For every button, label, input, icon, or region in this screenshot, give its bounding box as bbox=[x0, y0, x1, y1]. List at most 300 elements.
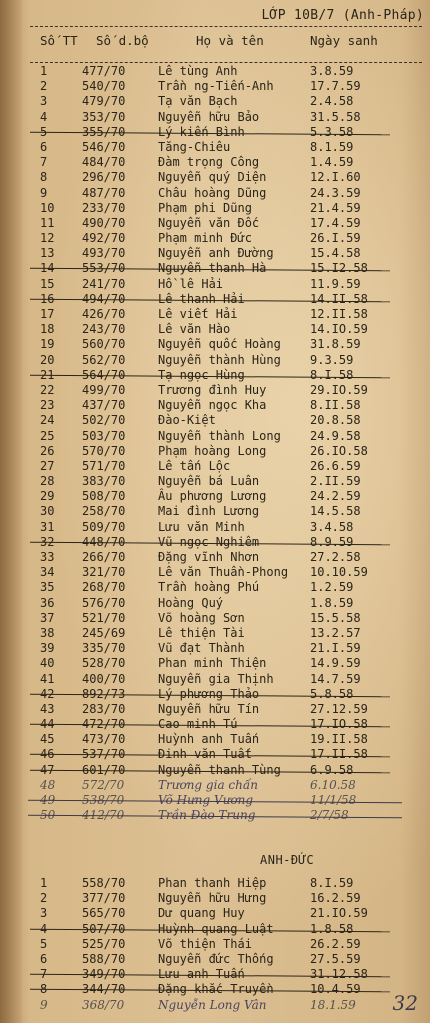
register-number: 377/70 bbox=[82, 891, 126, 906]
register-number: 509/70 bbox=[82, 519, 126, 534]
birth-date: 21.4.59 bbox=[310, 200, 361, 215]
register-number: 383/70 bbox=[82, 474, 126, 489]
student-name: Võ hoàng Sơn bbox=[158, 610, 245, 625]
row-number: 28 bbox=[40, 474, 55, 489]
student-name: Nguyễn quốc Hoàng bbox=[158, 337, 281, 352]
table-row bbox=[0, 186, 430, 201]
birth-date: 6.9.58 bbox=[310, 762, 354, 777]
birth-date: 11/1/58 bbox=[310, 793, 357, 807]
table-row bbox=[0, 876, 430, 891]
birth-date: 14.5.58 bbox=[310, 504, 361, 519]
register-number: 258/70 bbox=[82, 504, 126, 519]
row-number: 20 bbox=[40, 352, 55, 367]
row-number: 42 bbox=[40, 686, 55, 701]
table-row bbox=[0, 763, 430, 778]
student-name: Hoàng Quý bbox=[158, 595, 224, 610]
birth-date: 5.8.58 bbox=[310, 686, 354, 701]
birth-date: 24.3.59 bbox=[310, 185, 361, 200]
row-number: 8 bbox=[40, 982, 48, 997]
table-row bbox=[0, 906, 430, 921]
table-row bbox=[0, 155, 430, 170]
row-number: 27 bbox=[40, 458, 55, 473]
birth-date: 31.5.58 bbox=[310, 109, 361, 124]
row-number: 4 bbox=[40, 109, 48, 124]
row-number: 30 bbox=[40, 504, 55, 519]
birth-date: 18.1.59 bbox=[310, 997, 356, 1012]
register-number: 266/70 bbox=[82, 550, 126, 564]
table-row bbox=[0, 444, 430, 459]
row-number: 19 bbox=[40, 337, 55, 352]
register-number: 508/70 bbox=[82, 489, 126, 504]
register-number: 540/70 bbox=[82, 79, 126, 94]
table-row bbox=[0, 504, 430, 519]
birth-date: 24.9.58 bbox=[310, 428, 361, 443]
row-number: 7 bbox=[40, 155, 48, 170]
birth-date: 12.I.60 bbox=[310, 170, 361, 185]
header-bottom-rule bbox=[30, 62, 422, 63]
student-name: Nguyễn gia Thịnh bbox=[158, 671, 274, 686]
birth-date: 3.8.59 bbox=[310, 64, 354, 78]
table-row bbox=[0, 110, 430, 125]
row-number: 41 bbox=[40, 671, 55, 686]
student-name: Nguyễn anh Đường bbox=[158, 246, 274, 261]
student-name: Lê thanh Hải bbox=[158, 291, 245, 306]
register-number: 473/70 bbox=[82, 732, 126, 747]
register-number: 268/70 bbox=[82, 580, 126, 595]
birth-date: 20.8.58 bbox=[310, 413, 361, 428]
header-name: Họ và tên bbox=[196, 33, 264, 48]
table-row bbox=[0, 656, 430, 671]
row-number: 3 bbox=[40, 94, 48, 109]
row-number: 2 bbox=[40, 891, 48, 906]
student-list-anh-duc bbox=[0, 876, 430, 1013]
birth-date: 5.3.58 bbox=[310, 124, 354, 139]
row-number: 3 bbox=[40, 906, 48, 921]
table-row bbox=[0, 413, 430, 428]
register-number: 437/70 bbox=[82, 398, 126, 413]
table-row bbox=[0, 398, 430, 413]
student-name: Nguyễn thanh Hà bbox=[158, 261, 267, 276]
register-number: 588/70 bbox=[82, 951, 126, 966]
row-number: 6 bbox=[40, 951, 48, 966]
student-name: Phan minh Thiện bbox=[158, 656, 267, 671]
student-name: Vũ đạt Thành bbox=[158, 641, 245, 656]
row-number: 16 bbox=[40, 291, 55, 306]
row-number: 26 bbox=[40, 443, 55, 458]
student-name: Lê thiện Tài bbox=[158, 625, 245, 640]
table-row bbox=[0, 641, 430, 656]
table-row bbox=[0, 891, 430, 906]
register-number: 355/70 bbox=[82, 124, 126, 139]
header-stt: Số TT bbox=[40, 33, 78, 48]
table-row bbox=[0, 474, 430, 489]
register-number: 528/70 bbox=[82, 656, 126, 671]
student-name: Phan thanh Hiệp bbox=[158, 876, 267, 890]
birth-date: 14.9.59 bbox=[310, 656, 361, 671]
register-number: 490/70 bbox=[82, 215, 126, 230]
register-number: 283/70 bbox=[82, 701, 126, 716]
birth-date: 8.II.58 bbox=[310, 398, 361, 413]
student-name: Mai đình Lương bbox=[158, 504, 260, 519]
birth-date: 8.1.59 bbox=[310, 139, 354, 154]
student-name: Phạm phi Dũng bbox=[158, 200, 252, 215]
table-row bbox=[0, 125, 430, 140]
birth-date: 15.4.58 bbox=[310, 246, 361, 261]
table-header bbox=[0, 33, 430, 57]
birth-date: 16.2.59 bbox=[310, 891, 361, 906]
row-number: 43 bbox=[40, 701, 55, 716]
student-name: Nguyễn ngọc Kha bbox=[158, 398, 267, 413]
register-number: 892/73 bbox=[82, 686, 126, 701]
table-row bbox=[0, 778, 430, 793]
table-row bbox=[0, 952, 430, 967]
register-number: 499/70 bbox=[82, 382, 126, 397]
table-row bbox=[0, 937, 430, 952]
register-number: 487/70 bbox=[82, 185, 126, 200]
student-name: Lê tùng Anh bbox=[158, 64, 238, 78]
birth-date: 14.II.58 bbox=[310, 291, 368, 306]
student-name: Lê tấn Lộc bbox=[158, 458, 231, 473]
student-name: Lý phương Thảo bbox=[158, 686, 260, 701]
header-sdb: Số d.bộ bbox=[96, 33, 149, 48]
row-number: 22 bbox=[40, 382, 55, 397]
table-row bbox=[0, 246, 430, 261]
student-name: Trần hoàng Phú bbox=[158, 580, 260, 595]
student-name: Huỳnh quang Luật bbox=[158, 921, 274, 936]
table-row bbox=[0, 982, 430, 997]
birth-date: 27.2.58 bbox=[310, 550, 361, 564]
student-name: Lê văn Thuần-Phong bbox=[158, 565, 289, 580]
row-number: 1 bbox=[40, 876, 48, 890]
birth-date: 13.2.57 bbox=[310, 625, 361, 640]
student-name: Cao minh Tú bbox=[158, 717, 238, 732]
birth-date: 27.12.59 bbox=[310, 701, 368, 716]
register-number: 571/70 bbox=[82, 458, 126, 473]
row-number: 24 bbox=[40, 413, 55, 428]
register-number: 477/70 bbox=[82, 64, 126, 78]
section-title: ANH-ĐỨC bbox=[260, 853, 315, 867]
register-number: 546/70 bbox=[82, 139, 126, 154]
student-name: Trần Đào Trung bbox=[158, 808, 256, 823]
register-number: 243/70 bbox=[82, 322, 126, 337]
student-name: Trần ng-Tiến-Anh bbox=[158, 79, 274, 94]
register-number: 572/70 bbox=[82, 777, 125, 792]
row-number: 50 bbox=[40, 808, 56, 823]
birth-date: 12.II.58 bbox=[310, 307, 368, 321]
table-row bbox=[0, 277, 430, 292]
birth-date: 2.4.58 bbox=[310, 94, 354, 109]
row-number: 4 bbox=[40, 921, 48, 936]
register-number: 241/70 bbox=[82, 276, 126, 291]
table-row bbox=[0, 672, 430, 687]
student-name: Đặng khắc Truyền bbox=[158, 982, 274, 997]
student-name: Hồ lê Hải bbox=[158, 276, 224, 291]
student-name: Đinh văn Tuất bbox=[158, 747, 252, 762]
register-number: 472/70 bbox=[82, 717, 126, 732]
student-name: Đặng vĩnh Nhơn bbox=[158, 550, 260, 564]
row-number: 11 bbox=[40, 215, 55, 230]
table-row bbox=[0, 489, 430, 504]
register-number: 492/70 bbox=[82, 231, 126, 246]
table-row bbox=[0, 94, 430, 109]
student-name: Nguyễn văn Đốc bbox=[158, 215, 260, 230]
page-number: 32 bbox=[392, 991, 418, 1015]
table-row bbox=[0, 717, 430, 732]
student-name: Võ Hưng Vương bbox=[158, 793, 254, 807]
row-number: 44 bbox=[40, 717, 55, 732]
student-name: Nguyễn quý Diện bbox=[158, 170, 267, 185]
register-number: 565/70 bbox=[82, 906, 126, 921]
register-number: 233/70 bbox=[82, 200, 126, 215]
table-row bbox=[0, 79, 430, 94]
register-number: 344/70 bbox=[82, 982, 126, 997]
table-row bbox=[0, 322, 430, 337]
register-number: 479/70 bbox=[82, 94, 126, 109]
birth-date: 2/7/58 bbox=[310, 808, 349, 823]
row-number: 6 bbox=[40, 139, 48, 154]
row-number: 46 bbox=[40, 747, 55, 762]
student-name: Nguyễn hữu Tín bbox=[158, 701, 260, 716]
register-number: 321/70 bbox=[82, 565, 126, 580]
row-number: 47 bbox=[40, 762, 55, 777]
table-row bbox=[0, 337, 430, 352]
table-row bbox=[0, 967, 430, 982]
student-name: Châu hoàng Dũng bbox=[158, 185, 267, 200]
student-name: Nguyễn Long Vân bbox=[158, 997, 267, 1012]
register-number: 493/70 bbox=[82, 246, 126, 261]
birth-date: 19.II.58 bbox=[310, 732, 368, 747]
row-number: 40 bbox=[40, 656, 55, 671]
register-number: 507/70 bbox=[82, 921, 126, 936]
birth-date: 1.2.59 bbox=[310, 580, 354, 595]
register-number: 562/70 bbox=[82, 352, 126, 367]
birth-date: 17.IO.58 bbox=[310, 717, 368, 732]
table-row bbox=[0, 687, 430, 702]
register-number: 503/70 bbox=[82, 428, 126, 443]
birth-date: 21.I.59 bbox=[310, 641, 361, 656]
birth-date: 1.4.59 bbox=[310, 155, 354, 170]
row-number: 49 bbox=[40, 793, 56, 807]
register-number: 537/70 bbox=[82, 747, 126, 762]
student-name: Nguyễn bá Luân bbox=[158, 474, 260, 489]
birth-date: 14.7.59 bbox=[310, 671, 361, 686]
student-name: Tạ ngọc Hùng bbox=[158, 367, 245, 382]
table-row bbox=[0, 535, 430, 550]
table-row bbox=[0, 64, 430, 79]
birth-date: 1.8.58 bbox=[310, 921, 354, 936]
register-number: 560/70 bbox=[82, 337, 126, 352]
table-row bbox=[0, 626, 430, 641]
register-number: 525/70 bbox=[82, 936, 126, 951]
student-name: Phạm hoàng Long bbox=[158, 443, 267, 458]
table-row bbox=[0, 922, 430, 937]
table-row bbox=[0, 565, 430, 580]
row-number: 9 bbox=[40, 997, 48, 1012]
register-number: 412/70 bbox=[82, 808, 125, 823]
birth-date: 26.6.59 bbox=[310, 458, 361, 473]
birth-date: 31.12.58 bbox=[310, 967, 368, 982]
register-number: 553/70 bbox=[82, 261, 126, 276]
row-number: 9 bbox=[40, 185, 48, 200]
table-row bbox=[0, 261, 430, 276]
table-row bbox=[0, 353, 430, 368]
row-number: 14 bbox=[40, 261, 55, 276]
student-name: Âu phương Lương bbox=[158, 489, 267, 504]
row-number: 1 bbox=[40, 64, 48, 78]
birth-date: 14.IO.59 bbox=[310, 322, 368, 337]
register-number: 335/70 bbox=[82, 641, 126, 656]
row-number: 21 bbox=[40, 367, 55, 382]
row-number: 23 bbox=[40, 398, 55, 413]
row-number: 5 bbox=[40, 124, 48, 139]
birth-date: 3.4.58 bbox=[310, 519, 354, 534]
student-name: Đào-Kiệt bbox=[158, 413, 216, 428]
row-number: 39 bbox=[40, 641, 55, 656]
row-number: 5 bbox=[40, 936, 48, 951]
register-number: 484/70 bbox=[82, 155, 126, 170]
table-row bbox=[0, 459, 430, 474]
student-name: Lưu văn Minh bbox=[158, 519, 245, 534]
register-number: 448/70 bbox=[82, 534, 126, 549]
row-number: 13 bbox=[40, 246, 55, 261]
birth-date: 8.I.58 bbox=[310, 367, 354, 382]
birth-date: 11.9.59 bbox=[310, 276, 361, 291]
table-row bbox=[0, 216, 430, 231]
birth-date: 8.9.59 bbox=[310, 534, 354, 549]
table-row bbox=[0, 596, 430, 611]
student-name: Phạm minh Đức bbox=[158, 231, 252, 246]
student-name: Trương đình Huy bbox=[158, 382, 267, 397]
student-name: Huỳnh anh Tuấn bbox=[158, 732, 260, 747]
birth-date: 17.7.59 bbox=[310, 79, 361, 94]
row-number: 17 bbox=[40, 307, 55, 321]
row-number: 45 bbox=[40, 732, 55, 747]
class-title: LỚP 10B/7 (Anh-Pháp) bbox=[261, 8, 424, 23]
row-number: 7 bbox=[40, 967, 48, 982]
student-name: Tạ văn Bạch bbox=[158, 94, 238, 109]
header-dob: Ngày sanh bbox=[310, 33, 378, 48]
register-number: 502/70 bbox=[82, 413, 126, 428]
student-name: Nguyễn thanh Tùng bbox=[158, 762, 281, 777]
birth-date: 10.10.59 bbox=[310, 565, 368, 580]
table-row bbox=[0, 520, 430, 535]
table-row bbox=[0, 292, 430, 307]
student-name: Lưu anh Tuấn bbox=[158, 967, 245, 982]
birth-date: 6.10.58 bbox=[310, 777, 356, 792]
table-row bbox=[0, 793, 430, 808]
table-row bbox=[0, 998, 430, 1013]
birth-date: 1.8.59 bbox=[310, 595, 354, 610]
register-number: 576/70 bbox=[82, 595, 126, 610]
birth-date: 31.8.59 bbox=[310, 337, 361, 352]
register-number: 349/70 bbox=[82, 967, 126, 982]
register-number: 494/70 bbox=[82, 291, 126, 306]
student-name: Nguyễn thành Long bbox=[158, 428, 281, 443]
table-row bbox=[0, 611, 430, 626]
table-row bbox=[0, 140, 430, 155]
row-number: 34 bbox=[40, 565, 55, 580]
birth-date: 9.3.59 bbox=[310, 352, 354, 367]
register-number: 296/70 bbox=[82, 170, 126, 185]
row-number: 38 bbox=[40, 625, 55, 640]
register-number: 521/70 bbox=[82, 610, 126, 625]
row-number: 29 bbox=[40, 489, 55, 504]
register-number: 245/69 bbox=[82, 625, 126, 640]
row-number: 35 bbox=[40, 580, 55, 595]
table-row bbox=[0, 747, 430, 762]
row-number: 36 bbox=[40, 595, 55, 610]
birth-date: 21.IO.59 bbox=[310, 906, 368, 921]
row-number: 18 bbox=[40, 322, 55, 337]
header-top-rule bbox=[30, 26, 422, 27]
row-number: 31 bbox=[40, 519, 55, 534]
row-number: 12 bbox=[40, 231, 55, 246]
register-number: 601/70 bbox=[82, 762, 126, 777]
student-name: Tăng-Chiêu bbox=[158, 139, 231, 154]
table-row bbox=[0, 368, 430, 383]
birth-date: 8.I.59 bbox=[310, 876, 354, 890]
table-row bbox=[0, 307, 430, 322]
student-name: Lê văn Hào bbox=[158, 322, 231, 337]
table-row bbox=[0, 550, 430, 565]
row-number: 32 bbox=[40, 534, 55, 549]
table-row bbox=[0, 383, 430, 398]
register-number: 400/70 bbox=[82, 671, 126, 686]
row-number: 48 bbox=[40, 777, 56, 792]
student-name: Nguyễn thành Hùng bbox=[158, 352, 281, 367]
birth-date: 27.5.59 bbox=[310, 951, 361, 966]
table-row bbox=[0, 732, 430, 747]
birth-date: 29.IO.59 bbox=[310, 382, 368, 397]
student-name: Nguyễn hữu Hưng bbox=[158, 891, 267, 906]
birth-date: 26.2.59 bbox=[310, 936, 361, 951]
row-number: 25 bbox=[40, 428, 55, 443]
student-name: Lý kiến Bình bbox=[158, 124, 245, 139]
student-list bbox=[0, 64, 430, 823]
register-number: 353/70 bbox=[82, 109, 126, 124]
register-number: 538/70 bbox=[82, 793, 125, 807]
row-number: 8 bbox=[40, 170, 48, 185]
birth-date: 17.II.58 bbox=[310, 747, 368, 762]
table-row bbox=[0, 429, 430, 444]
register-number: 564/70 bbox=[82, 367, 126, 382]
table-row bbox=[0, 201, 430, 216]
student-name: Lê viết Hải bbox=[158, 307, 238, 321]
table-row bbox=[0, 231, 430, 246]
table-row bbox=[0, 808, 430, 823]
student-name: Vũ ngọc Nghiêm bbox=[158, 534, 260, 549]
register-number: 558/70 bbox=[82, 876, 126, 890]
student-name: Đàm trọng Công bbox=[158, 155, 260, 170]
birth-date: 26.I.59 bbox=[310, 231, 361, 246]
birth-date: 24.2.59 bbox=[310, 489, 361, 504]
birth-date: 26.IO.58 bbox=[310, 443, 368, 458]
row-number: 10 bbox=[40, 200, 55, 215]
student-name: Võ thiện Thái bbox=[158, 936, 252, 951]
student-name: Trương gia chấn bbox=[158, 777, 258, 792]
birth-date: 15.5.58 bbox=[310, 610, 361, 625]
table-row bbox=[0, 702, 430, 717]
student-name: Nguyễn hữu Bảo bbox=[158, 109, 260, 124]
register-number: 368/70 bbox=[82, 997, 125, 1012]
student-name: Nguyễn đức Thống bbox=[158, 951, 274, 966]
birth-date: 2.II.59 bbox=[310, 474, 361, 489]
table-row bbox=[0, 170, 430, 185]
birth-date: 15.I2.58 bbox=[310, 261, 368, 276]
row-number: 37 bbox=[40, 610, 55, 625]
row-number: 15 bbox=[40, 276, 55, 291]
student-name: Dư quang Huy bbox=[158, 906, 245, 921]
